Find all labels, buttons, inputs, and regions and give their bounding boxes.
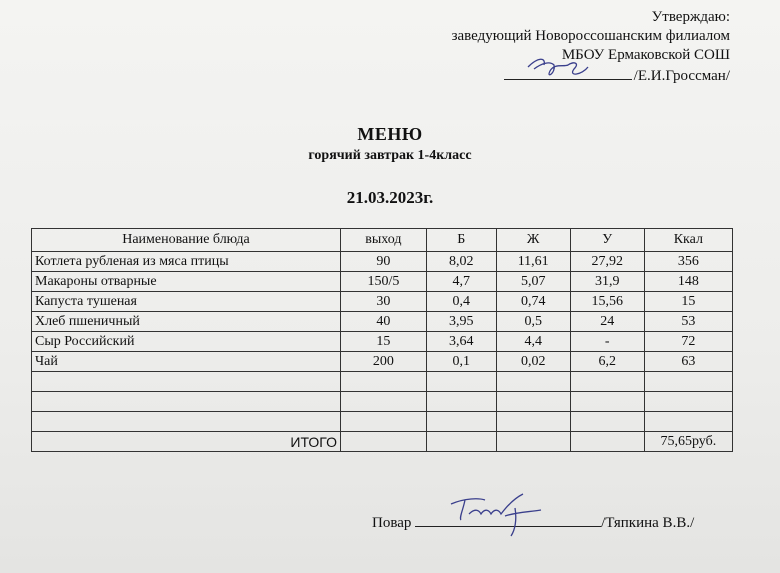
dish-protein: 8,02	[426, 252, 496, 272]
menu-title: МЕНЮ	[357, 124, 423, 144]
header-fat: Ж	[496, 229, 570, 252]
table-row	[32, 352, 733, 372]
dish-carbs: 31,9	[570, 272, 644, 292]
dish-name: Капуста тушеная	[32, 292, 341, 312]
empty-cell	[496, 372, 570, 392]
menu-subtitle: горячий завтрак 1-4класс	[308, 148, 472, 163]
empty-cell	[426, 432, 496, 452]
approval-school: МБОУ Ермаковской СОШ	[561, 47, 730, 63]
total-row	[32, 432, 733, 452]
empty-cell	[426, 392, 496, 412]
table-row	[32, 332, 733, 352]
table-row	[32, 312, 733, 332]
dish-name: Хлеб пшеничный	[32, 312, 341, 332]
table-row	[32, 272, 733, 292]
empty-cell	[32, 412, 341, 432]
dish-output: 15	[340, 332, 426, 352]
total-value: 75,65руб.	[644, 432, 732, 452]
dish-output: 40	[340, 312, 426, 332]
empty-cell	[570, 372, 644, 392]
dish-protein: 3,95	[426, 312, 496, 332]
empty-cell	[644, 412, 732, 432]
dish-output: 90	[340, 252, 426, 272]
empty-cell	[496, 432, 570, 452]
empty-cell	[32, 372, 341, 392]
dish-protein: 0,4	[426, 292, 496, 312]
header-protein: Б	[426, 229, 496, 252]
table-header-row	[32, 229, 733, 252]
empty-cell	[340, 432, 426, 452]
dish-protein: 4,7	[426, 272, 496, 292]
table-row-empty	[32, 392, 733, 412]
empty-cell	[496, 392, 570, 412]
empty-cell	[340, 372, 426, 392]
table-row-empty	[32, 412, 733, 432]
empty-cell	[644, 392, 732, 412]
handwritten-signature-icon	[445, 490, 565, 540]
cook-signature-line	[415, 512, 601, 527]
approval-position: заведующий Новороссошанским филиалом	[451, 28, 730, 44]
approval-title: Утверждаю:	[651, 9, 730, 25]
approval-signature-row	[452, 65, 730, 86]
dish-kcal: 356	[644, 252, 732, 272]
dish-protein: 0,1	[426, 352, 496, 372]
total-label: ИТОГО	[32, 432, 341, 452]
dish-name: Макароны отварные	[32, 272, 341, 292]
empty-cell	[644, 372, 732, 392]
approval-signer: /Е.И.Гроссман/	[633, 68, 730, 84]
header-output: выход	[340, 229, 426, 252]
dish-fat: 0,5	[496, 312, 570, 332]
empty-cell	[570, 412, 644, 432]
dish-fat: 0,02	[496, 352, 570, 372]
menu-date: 21.03.2023г.	[346, 188, 434, 207]
dish-fat: 5,07	[496, 272, 570, 292]
header-kcal: Ккал	[644, 229, 732, 252]
empty-cell	[340, 412, 426, 432]
cook-label: Повар	[372, 515, 412, 531]
dish-output: 150/5	[340, 272, 426, 292]
header-carbs: У	[570, 229, 644, 252]
empty-cell	[426, 372, 496, 392]
dish-carbs: 27,92	[570, 252, 644, 272]
dish-carbs: 6,2	[570, 352, 644, 372]
dish-fat: 4,4	[496, 332, 570, 352]
approval-block	[452, 8, 730, 86]
cook-signature-row	[372, 512, 694, 532]
dish-kcal: 63	[644, 352, 732, 372]
dish-output: 30	[340, 292, 426, 312]
dish-fat: 11,61	[496, 252, 570, 272]
handwritten-signature-icon	[524, 53, 594, 83]
table-row	[32, 252, 733, 272]
dish-kcal: 148	[644, 272, 732, 292]
dish-carbs: 24	[570, 312, 644, 332]
dish-name: Сыр Российский	[32, 332, 341, 352]
table-row-empty	[32, 372, 733, 392]
dish-kcal: 53	[644, 312, 732, 332]
cook-name: /Тяпкина В.В./	[601, 515, 695, 531]
menu-table	[31, 228, 733, 452]
empty-cell	[340, 392, 426, 412]
dish-protein: 3,64	[426, 332, 496, 352]
empty-cell	[570, 392, 644, 412]
dish-name: Чай	[32, 352, 341, 372]
empty-cell	[426, 412, 496, 432]
approval-signature-line	[504, 65, 632, 80]
dish-name: Котлета рубленая из мяса птицы	[32, 252, 341, 272]
header-dish-name: Наименование блюда	[32, 229, 341, 252]
dish-fat: 0,74	[496, 292, 570, 312]
empty-cell	[32, 392, 341, 412]
dish-kcal: 72	[644, 332, 732, 352]
empty-cell	[570, 432, 644, 452]
dish-kcal: 15	[644, 292, 732, 312]
dish-carbs: -	[570, 332, 644, 352]
dish-carbs: 15,56	[570, 292, 644, 312]
empty-cell	[496, 412, 570, 432]
table-row	[32, 292, 733, 312]
dish-output: 200	[340, 352, 426, 372]
